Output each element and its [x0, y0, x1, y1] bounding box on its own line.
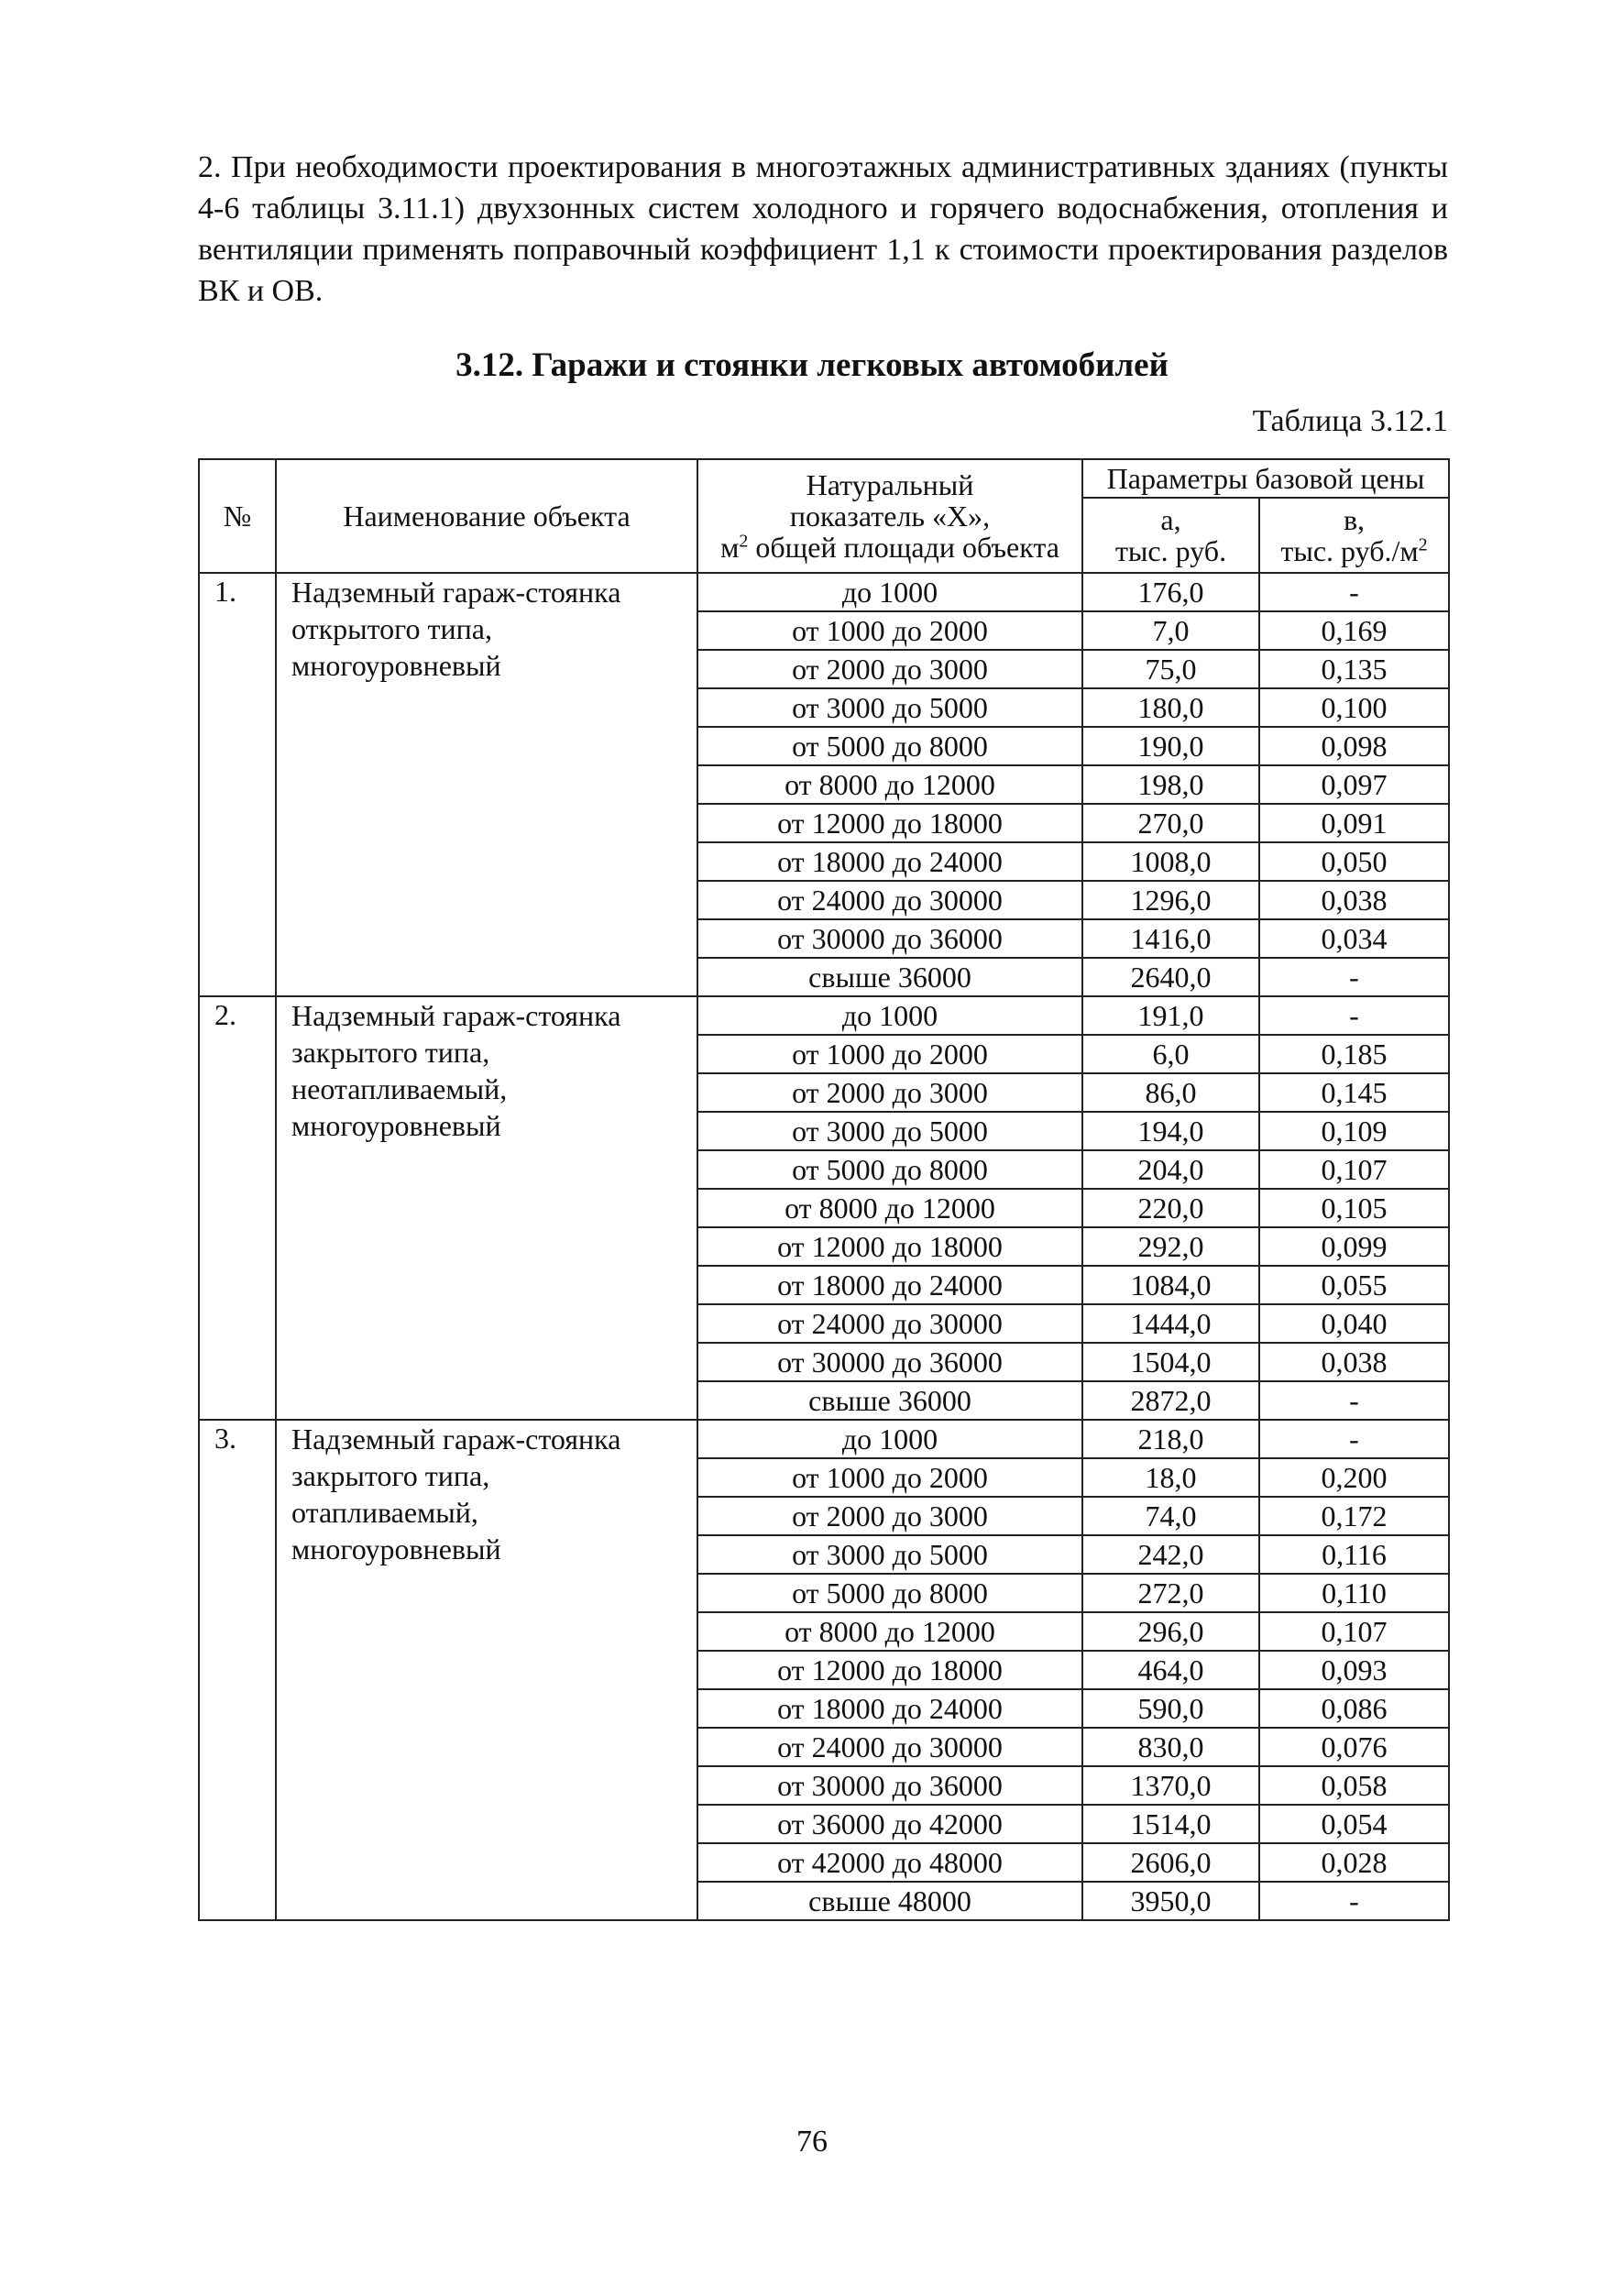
range-cell: от 12000 до 18000: [697, 1651, 1082, 1689]
param-b-cell: -: [1259, 1882, 1449, 1920]
header-object-name: Наименование объекта: [276, 459, 697, 573]
param-a-cell: 218,0: [1082, 1420, 1259, 1458]
param-a-cell: 190,0: [1082, 727, 1259, 765]
header-param-a-unit: тыс. руб.: [1114, 534, 1227, 567]
param-a-cell: 272,0: [1082, 1574, 1259, 1612]
param-b-cell: 0,038: [1259, 1343, 1449, 1381]
range-cell: от 1000 до 2000: [697, 1458, 1082, 1497]
table-row: [199, 996, 1449, 1035]
param-b-cell: 0,105: [1259, 1189, 1449, 1227]
param-a-cell: 2872,0: [1082, 1381, 1259, 1420]
table-row: [199, 1420, 1449, 1458]
param-b-cell: 0,050: [1259, 842, 1449, 881]
table-row: [199, 573, 1449, 611]
param-b-cell: 0,107: [1259, 1612, 1449, 1651]
range-cell: от 5000 до 8000: [697, 1574, 1082, 1612]
param-b-cell: -: [1259, 958, 1449, 996]
param-a-cell: 830,0: [1082, 1728, 1259, 1766]
object-number: 1.: [199, 573, 276, 996]
price-table: [198, 458, 1450, 1921]
range-cell: от 2000 до 3000: [697, 1497, 1082, 1535]
param-b-cell: 0,076: [1259, 1728, 1449, 1766]
param-a-cell: 2640,0: [1082, 958, 1259, 996]
range-cell: от 30000 до 36000: [697, 1766, 1082, 1805]
header-param-b: [1259, 498, 1449, 573]
param-b-cell: 0,116: [1259, 1535, 1449, 1574]
param-a-cell: 1514,0: [1082, 1805, 1259, 1843]
header-natural-line1: Натуральный: [806, 468, 974, 501]
param-b-cell: 0,099: [1259, 1227, 1449, 1266]
range-cell: от 5000 до 8000: [697, 727, 1082, 765]
param-a-cell: 191,0: [1082, 996, 1259, 1035]
header-num: №: [199, 459, 276, 573]
range-cell: от 12000 до 18000: [697, 804, 1082, 842]
param-b-cell: 0,038: [1259, 881, 1449, 919]
param-a-cell: 590,0: [1082, 1689, 1259, 1728]
param-b-cell: 0,135: [1259, 650, 1449, 688]
param-a-cell: 18,0: [1082, 1458, 1259, 1497]
param-a-cell: 1504,0: [1082, 1343, 1259, 1381]
object-name: Надземный гараж-стоянка открытого типа, многоуровневый: [276, 573, 697, 996]
range-cell: свыше 36000: [697, 1381, 1082, 1420]
header-natural-indicator: [697, 459, 1082, 573]
range-cell: от 24000 до 30000: [697, 1728, 1082, 1766]
param-a-cell: 204,0: [1082, 1150, 1259, 1189]
param-a-cell: 86,0: [1082, 1073, 1259, 1112]
param-a-cell: 6,0: [1082, 1035, 1259, 1073]
range-cell: от 3000 до 5000: [697, 688, 1082, 727]
object-name: Надземный гараж-стоянка закрытого типа, неотапливаемый, многоуровневый: [276, 996, 697, 1420]
range-cell: свыше 36000: [697, 958, 1082, 996]
param-a-cell: 74,0: [1082, 1497, 1259, 1535]
header-param-a-label: а,: [1160, 503, 1181, 536]
range-cell: от 8000 до 12000: [697, 765, 1082, 804]
param-b-cell: 0,110: [1259, 1574, 1449, 1612]
param-b-cell: 0,185: [1259, 1035, 1449, 1073]
param-a-cell: 180,0: [1082, 688, 1259, 727]
param-a-cell: 1444,0: [1082, 1304, 1259, 1343]
param-a-cell: 220,0: [1082, 1189, 1259, 1227]
range-cell: от 5000 до 8000: [697, 1150, 1082, 1189]
header-natural-unit-sup: 2: [739, 531, 749, 552]
param-b-cell: 0,091: [1259, 804, 1449, 842]
param-a-cell: 1416,0: [1082, 919, 1259, 958]
param-a-cell: 176,0: [1082, 573, 1259, 611]
range-cell: от 24000 до 30000: [697, 881, 1082, 919]
range-cell: от 18000 до 24000: [697, 1689, 1082, 1728]
param-a-cell: 292,0: [1082, 1227, 1259, 1266]
range-cell: от 24000 до 30000: [697, 1304, 1082, 1343]
range-cell: до 1000: [697, 996, 1082, 1035]
param-b-cell: 0,028: [1259, 1843, 1449, 1882]
header-natural-unit: м: [720, 531, 740, 564]
range-cell: до 1000: [697, 1420, 1082, 1458]
param-b-cell: -: [1259, 996, 1449, 1035]
header-base-price-params: Параметры базовой цены: [1082, 459, 1449, 498]
intro-paragraph: 2. При необходимости проектирования в многоэтажных административных зданиях (пункты 4-6 таблицы 3.11.1) двухзонных систем холодного и горячего водоснабжения, отопления и вентиляции применять поправочный коэффициент 1,1 к стоимости проектирования разделов ВК и ОВ.: [198, 150, 1448, 308]
range-cell: от 18000 до 24000: [697, 1266, 1082, 1304]
header-natural-line3: общей площади объекта: [748, 531, 1059, 564]
header-param-b-unit-sup: 2: [1418, 534, 1428, 555]
range-cell: от 2000 до 3000: [697, 650, 1082, 688]
header-param-b-unit: тыс. руб./м: [1280, 534, 1419, 567]
param-b-cell: 0,093: [1259, 1651, 1449, 1689]
param-b-cell: 0,098: [1259, 727, 1449, 765]
param-a-cell: 7,0: [1082, 611, 1259, 650]
param-b-cell: 0,145: [1259, 1073, 1449, 1112]
range-cell: от 42000 до 48000: [697, 1843, 1082, 1882]
table-reference: Таблица 3.12.1: [1252, 404, 1448, 438]
param-a-cell: 198,0: [1082, 765, 1259, 804]
range-cell: от 8000 до 12000: [697, 1612, 1082, 1651]
range-cell: свыше 48000: [697, 1882, 1082, 1920]
object-name: Надземный гараж-стоянка закрытого типа, отапливаемый, многоуровневый: [276, 1420, 697, 1920]
param-b-cell: 0,100: [1259, 688, 1449, 727]
param-b-cell: 0,172: [1259, 1497, 1449, 1535]
range-cell: от 30000 до 36000: [697, 919, 1082, 958]
param-b-cell: 0,058: [1259, 1766, 1449, 1805]
param-b-cell: -: [1259, 1420, 1449, 1458]
range-cell: от 12000 до 18000: [697, 1227, 1082, 1266]
range-cell: от 30000 до 36000: [697, 1343, 1082, 1381]
table-body: [199, 573, 1449, 1920]
header-param-a: [1082, 498, 1259, 573]
param-b-cell: 0,040: [1259, 1304, 1449, 1343]
range-cell: от 3000 до 5000: [697, 1535, 1082, 1574]
param-b-cell: -: [1259, 1381, 1449, 1420]
param-b-cell: 0,109: [1259, 1112, 1449, 1150]
range-cell: до 1000: [697, 573, 1082, 611]
param-a-cell: 1084,0: [1082, 1266, 1259, 1304]
param-b-cell: 0,086: [1259, 1689, 1449, 1728]
range-cell: от 1000 до 2000: [697, 1035, 1082, 1073]
param-a-cell: 194,0: [1082, 1112, 1259, 1150]
range-cell: от 1000 до 2000: [697, 611, 1082, 650]
range-cell: от 3000 до 5000: [697, 1112, 1082, 1150]
param-b-cell: 0,054: [1259, 1805, 1449, 1843]
param-b-cell: 0,097: [1259, 765, 1449, 804]
header-natural-line2: показатель «Х»,: [789, 500, 991, 533]
param-a-cell: 270,0: [1082, 804, 1259, 842]
section-title: 3.12. Гаражи и стоянки легковых автомобилей: [455, 346, 1169, 384]
object-number: 2.: [199, 996, 276, 1420]
range-cell: от 36000 до 42000: [697, 1805, 1082, 1843]
param-b-cell: 0,169: [1259, 611, 1449, 650]
param-a-cell: 464,0: [1082, 1651, 1259, 1689]
param-b-cell: 0,107: [1259, 1150, 1449, 1189]
param-b-cell: -: [1259, 573, 1449, 611]
param-a-cell: 296,0: [1082, 1612, 1259, 1651]
param-b-cell: 0,200: [1259, 1458, 1449, 1497]
param-a-cell: 2606,0: [1082, 1843, 1259, 1882]
range-cell: от 8000 до 12000: [697, 1189, 1082, 1227]
param-a-cell: 242,0: [1082, 1535, 1259, 1574]
param-a-cell: 3950,0: [1082, 1882, 1259, 1920]
param-b-cell: 0,055: [1259, 1266, 1449, 1304]
header-param-b-label: в,: [1343, 503, 1366, 536]
param-a-cell: 1370,0: [1082, 1766, 1259, 1805]
param-b-cell: 0,034: [1259, 919, 1449, 958]
range-cell: от 2000 до 3000: [697, 1073, 1082, 1112]
page-number: 76: [796, 2125, 828, 2159]
object-number: 3.: [199, 1420, 276, 1920]
param-a-cell: 1296,0: [1082, 881, 1259, 919]
range-cell: от 18000 до 24000: [697, 842, 1082, 881]
param-a-cell: 75,0: [1082, 650, 1259, 688]
param-a-cell: 1008,0: [1082, 842, 1259, 881]
